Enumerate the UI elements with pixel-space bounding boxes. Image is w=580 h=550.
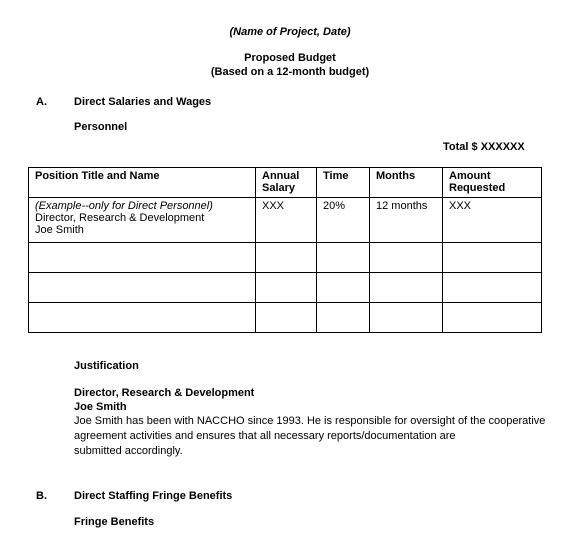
table-cell — [370, 303, 443, 333]
document-title: Proposed Budget — [244, 52, 336, 64]
table-cell — [29, 303, 256, 333]
justification-line: submitted accordingly. — [74, 445, 183, 457]
table-cell — [317, 243, 370, 273]
personnel-budget-table — [28, 167, 542, 333]
justification-line: Joe Smith has been with NACCHO since 1993. He is responsible for oversight of the cooperative — [74, 415, 546, 427]
cell-time: 20% — [317, 198, 370, 243]
section-b-heading: Direct Staffing Fringe Benefits — [74, 490, 233, 502]
table-cell — [256, 243, 317, 273]
example-note: (Example--only for Direct Personnel) — [35, 200, 213, 212]
section-a-letter: A. — [36, 96, 47, 108]
header-months: Months — [370, 168, 443, 198]
cell-amount: XXX — [443, 198, 542, 243]
justification-paragraph — [74, 414, 545, 459]
table-row — [29, 273, 542, 303]
total-amount: Total $ XXXXXX — [443, 141, 525, 153]
table-cell — [443, 273, 542, 303]
cell-position — [29, 198, 256, 243]
justification-heading: Justification — [74, 360, 139, 372]
table-cell — [317, 273, 370, 303]
section-a-heading: Direct Salaries and Wages — [74, 96, 212, 108]
table-row — [29, 303, 542, 333]
section-b-letter: B. — [36, 490, 47, 502]
employee-name: Joe Smith — [35, 224, 84, 236]
header-annual-salary: Annual Salary — [256, 168, 317, 198]
position-title: Director, Research & Development — [35, 212, 205, 224]
table-header-row — [29, 168, 542, 198]
header-amount-requested: Amount Requested — [443, 168, 542, 198]
table-cell — [370, 273, 443, 303]
justification-position: Director, Research & Development — [74, 387, 255, 399]
header-position-title: Position Title and Name — [29, 168, 256, 198]
fringe-benefits-heading: Fringe Benefits — [74, 516, 155, 528]
personnel-heading: Personnel — [74, 121, 128, 133]
table-row — [29, 198, 542, 243]
justification-line: agreement activities and ensures that all necessary reports/documentation are — [74, 430, 456, 442]
header-time: Time — [317, 168, 370, 198]
justification-name: Joe Smith — [74, 401, 127, 413]
table-cell — [370, 243, 443, 273]
project-line: (Name of Project, Date) — [229, 26, 351, 38]
table-cell — [256, 303, 317, 333]
table-cell — [443, 303, 542, 333]
table-cell — [256, 273, 317, 303]
table-cell — [443, 243, 542, 273]
cell-months: 12 months — [370, 198, 443, 243]
table-row — [29, 243, 542, 273]
table-cell — [29, 243, 256, 273]
table-cell — [29, 273, 256, 303]
cell-annual-salary: XXX — [256, 198, 317, 243]
document-subtitle: (Based on a 12-month budget) — [210, 66, 370, 78]
table-cell — [317, 303, 370, 333]
